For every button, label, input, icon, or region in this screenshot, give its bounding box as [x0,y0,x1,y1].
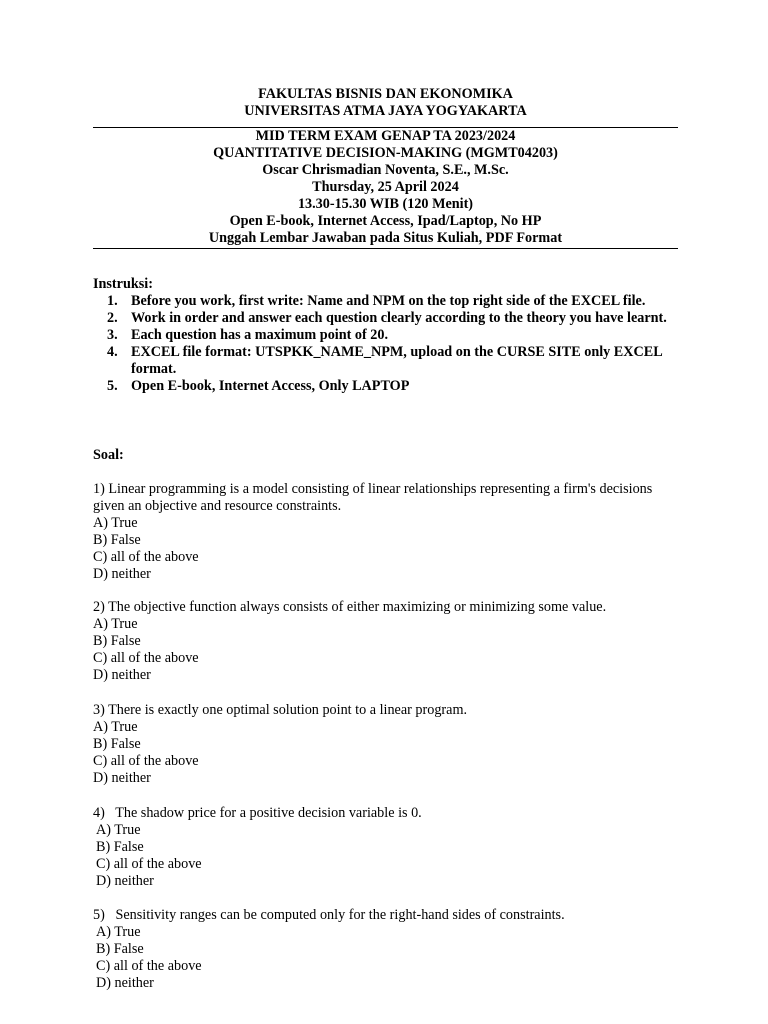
faculty-name: FAKULTAS BISNIS DAN EKONOMIKA [258,86,513,102]
option-b: B) False [93,736,141,752]
list-item-text: Work in order and answer each question clearly according to the theory you have learnt. [131,310,667,326]
questions-title: Soal: [93,447,124,463]
option-b: B) False [96,941,144,957]
course-title: QUANTITATIVE DECISION-MAKING (MGMT04203) [213,145,558,161]
upload-instruction: Unggah Lembar Jawaban pada Situs Kuliah, PDF Format [208,230,563,246]
list-item [93,378,678,395]
list-item-number: 5. [107,378,118,394]
option-d: D) neither [96,975,154,991]
option-d: D) neither [93,566,151,582]
list-item [93,310,678,327]
header-bottom-rule [93,248,678,249]
question-text: 1) Linear programming is a model consisting of linear relationships representing a firm's decisions given an objective and resource constraints. [93,481,653,514]
list-item-number: 4. [107,344,118,360]
list-item-number: 3. [107,327,118,343]
question-5 [93,907,683,992]
question-text: 2) The objective function always consists of either maximizing or minimizing some value. [93,599,607,615]
question-text: 5) Sensitivity ranges can be computed only for the right-hand sides of constraints. [93,907,565,923]
question-2 [93,599,683,684]
exam-date: Thursday, 25 April 2024 [312,179,459,195]
question-text: 4) The shadow price for a positive decision variable is 0. [93,805,422,821]
option-a: A) True [96,924,141,940]
option-c: C) all of the above [93,650,199,666]
option-d: D) neither [93,770,151,786]
exam-title: MID TERM EXAM GENAP TA 2023/2024 [255,128,516,144]
institution-header [93,86,678,120]
option-a: A) True [93,515,138,531]
list-item-text: Before you work, first write: Name and NPM on the top right side of the EXCEL file. [131,293,646,309]
option-d: D) neither [93,667,151,683]
exam-info-block [93,128,678,247]
list-item-number: 2. [107,310,118,326]
question-4 [93,805,683,890]
option-b: B) False [96,839,144,855]
question-3 [93,702,683,787]
instructions-title: Instruksi: [93,276,153,292]
option-d: D) neither [96,873,154,889]
list-item [93,327,678,344]
exam-rules: Open E-book, Internet Access, Ipad/Laptop, No HP [229,213,542,229]
list-item-number: 1. [107,293,118,309]
option-c: C) all of the above [93,549,199,565]
list-item [93,344,678,378]
option-a: A) True [96,822,141,838]
option-b: B) False [93,532,141,548]
option-c: C) all of the above [96,958,202,974]
option-c: C) all of the above [96,856,202,872]
option-b: B) False [93,633,141,649]
exam-time: 13.30-15.30 WIB (120 Menit) [297,196,474,212]
option-a: A) True [93,719,138,735]
list-item-text: Open E-book, Internet Access, Only LAPTOP [131,378,410,394]
question-1 [93,481,683,583]
list-item [93,293,678,310]
option-c: C) all of the above [93,753,199,769]
lecturer-name: Oscar Chrismadian Noventa, S.E., M.Sc. [262,162,509,178]
option-a: A) True [93,616,138,632]
list-item-text: EXCEL file format: UTSPKK_NAME_NPM, upload on the CURSE SITE only EXCEL format. [131,344,662,377]
instructions-list [93,293,678,395]
question-text: 3) There is exactly one optimal solution point to a linear program. [93,702,468,718]
list-item-text: Each question has a maximum point of 20. [131,327,388,343]
university-name: UNIVERSITAS ATMA JAYA YOGYAKARTA [244,103,527,119]
